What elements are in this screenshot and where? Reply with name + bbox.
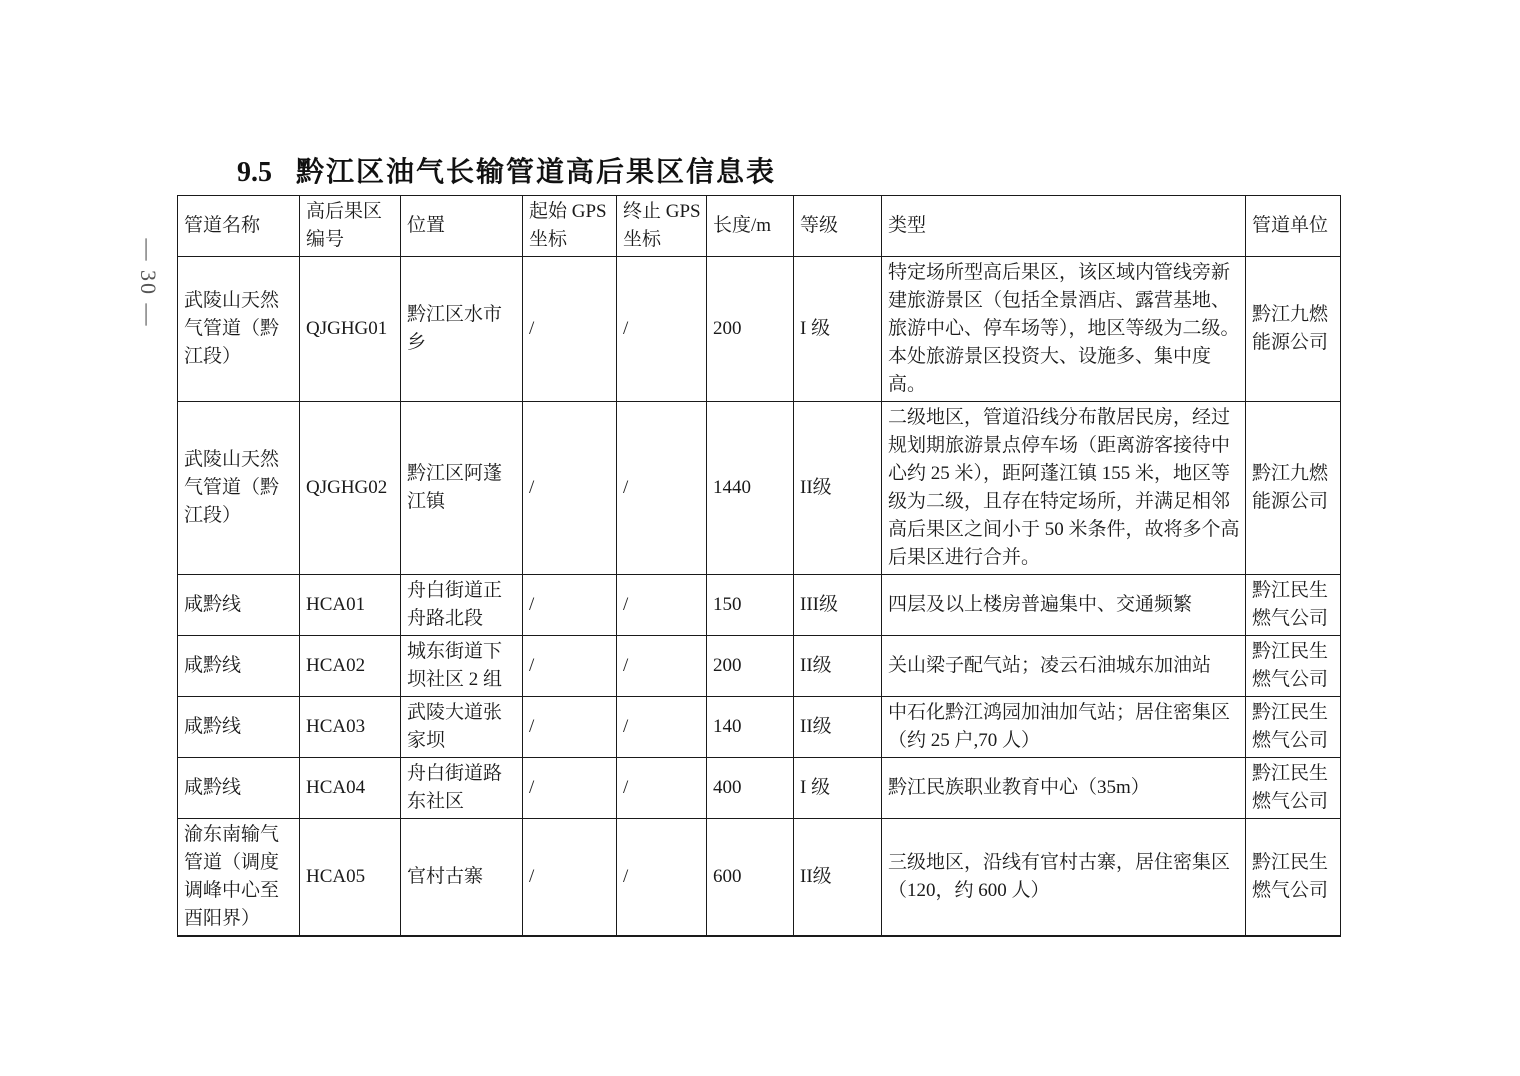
section-title: 黔江区油气长输管道高后果区信息表 — [296, 157, 777, 188]
length-cell: 400 — [707, 758, 794, 819]
company-cell: 黔江民生燃气公司 — [1246, 636, 1341, 697]
area-code-cell: HCA02 — [300, 636, 401, 697]
area-code-cell: QJGHG02 — [300, 402, 401, 575]
table-row — [178, 819, 1341, 937]
table-row — [178, 697, 1341, 758]
location-cell: 舟白街道正舟路北段 — [401, 575, 523, 636]
table-row — [178, 575, 1341, 636]
table-header-row — [178, 196, 1341, 257]
margin-page-number: — 30 — — [136, 238, 161, 328]
area-code-cell: HCA03 — [300, 697, 401, 758]
length-cell: 200 — [707, 257, 794, 402]
area-code-cell: HCA01 — [300, 575, 401, 636]
company-cell: 黔江民生燃气公司 — [1246, 758, 1341, 819]
type-cell: 黔江民族职业教育中心（35m） — [882, 758, 1246, 819]
end-gps-cell: / — [617, 257, 707, 402]
company-cell: 黔江九燃能源公司 — [1246, 257, 1341, 402]
header-end-gps: 终止 GPS 坐标 — [617, 196, 707, 257]
grade-cell: II级 — [794, 636, 882, 697]
pipeline-name-cell: 武陵山天然气管道（黔江段） — [178, 402, 300, 575]
pipeline-name-cell: 咸黔线 — [178, 636, 300, 697]
table-row — [178, 636, 1341, 697]
area-code-cell: HCA05 — [300, 819, 401, 937]
pipeline-name-cell: 咸黔线 — [178, 697, 300, 758]
location-cell: 武陵大道张家坝 — [401, 697, 523, 758]
end-gps-cell: / — [617, 758, 707, 819]
start-gps-cell: / — [523, 758, 617, 819]
header-location: 位置 — [401, 196, 523, 257]
grade-cell: II级 — [794, 402, 882, 575]
section-number: 9.5 — [237, 157, 272, 188]
header-pipeline-name: 管道名称 — [178, 196, 300, 257]
end-gps-cell: / — [617, 575, 707, 636]
end-gps-cell: / — [617, 402, 707, 575]
company-cell: 黔江民生燃气公司 — [1246, 819, 1341, 937]
header-length: 长度/m — [707, 196, 794, 257]
end-gps-cell: / — [617, 819, 707, 937]
header-grade: 等级 — [794, 196, 882, 257]
header-company: 管道单位 — [1246, 196, 1341, 257]
start-gps-cell: / — [523, 697, 617, 758]
type-cell: 关山梁子配气站；凌云石油城东加油站 — [882, 636, 1246, 697]
type-cell: 四层及以上楼房普遍集中、交通频繁 — [882, 575, 1246, 636]
grade-cell: II级 — [794, 697, 882, 758]
pipeline-name-cell: 咸黔线 — [178, 575, 300, 636]
location-cell: 舟白街道路东社区 — [401, 758, 523, 819]
pipeline-name-cell: 渝东南输气管道（调度调峰中心至酉阳界） — [178, 819, 300, 937]
grade-cell: II级 — [794, 819, 882, 937]
grade-cell: I 级 — [794, 758, 882, 819]
company-cell: 黔江民生燃气公司 — [1246, 575, 1341, 636]
grade-cell: III级 — [794, 575, 882, 636]
location-cell: 官村古寨 — [401, 819, 523, 937]
end-gps-cell: / — [617, 697, 707, 758]
pipeline-name-cell: 武陵山天然气管道（黔江段） — [178, 257, 300, 402]
grade-cell: I 级 — [794, 257, 882, 402]
length-cell: 1440 — [707, 402, 794, 575]
company-cell: 黔江民生燃气公司 — [1246, 697, 1341, 758]
section-heading — [237, 150, 776, 190]
header-area-code: 高后果区编号 — [300, 196, 401, 257]
length-cell: 600 — [707, 819, 794, 937]
location-cell: 城东街道下坝社区 2 组 — [401, 636, 523, 697]
company-cell: 黔江九燃能源公司 — [1246, 402, 1341, 575]
length-cell: 200 — [707, 636, 794, 697]
location-cell: 黔江区水市乡 — [401, 257, 523, 402]
table-row — [178, 402, 1341, 575]
length-cell: 150 — [707, 575, 794, 636]
end-gps-cell: / — [617, 636, 707, 697]
type-cell: 中石化黔江鸿园加油加气站；居住密集区（约 25 户,70 人） — [882, 697, 1246, 758]
length-cell: 140 — [707, 697, 794, 758]
type-cell: 二级地区，管道沿线分布散居民房，经过规划期旅游景点停车场（距离游客接待中心约 25 米），距阿蓬江镇 155 米，地区等级为二级，且存在特定场所，并满足相邻高后果区之间小于 50 米条件，故将多个高后果区进行合并。 — [882, 402, 1246, 575]
header-start-gps: 起始 GPS 坐标 — [523, 196, 617, 257]
table-row — [178, 758, 1341, 819]
hca-info-table — [177, 195, 1341, 937]
location-cell: 黔江区阿蓬江镇 — [401, 402, 523, 575]
pipeline-name-cell: 咸黔线 — [178, 758, 300, 819]
table-row — [178, 257, 1341, 402]
area-code-cell: QJGHG01 — [300, 257, 401, 402]
start-gps-cell: / — [523, 402, 617, 575]
type-cell: 三级地区，沿线有官村古寨，居住密集区（120，约 600 人） — [882, 819, 1246, 937]
header-type: 类型 — [882, 196, 1246, 257]
start-gps-cell: / — [523, 575, 617, 636]
type-cell: 特定场所型高后果区，该区域内管线旁新建旅游景区（包括全景酒店、露营基地、旅游中心、停车场等），地区等级为二级。本处旅游景区投资大、设施多、集中度高。 — [882, 257, 1246, 402]
start-gps-cell: / — [523, 257, 617, 402]
start-gps-cell: / — [523, 819, 617, 937]
start-gps-cell: / — [523, 636, 617, 697]
area-code-cell: HCA04 — [300, 758, 401, 819]
